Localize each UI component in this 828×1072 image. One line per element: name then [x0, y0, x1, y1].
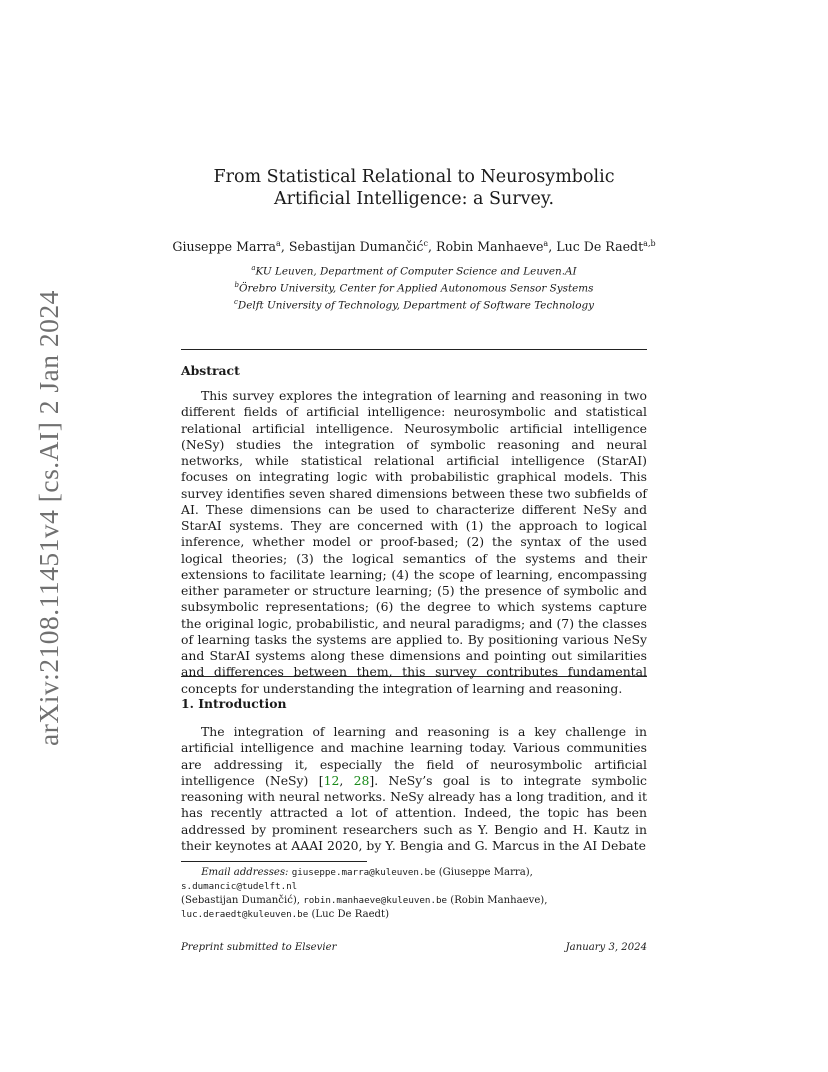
citation-bracket: [ — [318, 772, 324, 788]
introduction-text: The integration of learning and reasoning is a key challenge in artificial intelligence and machine learning today. Various communities are addressing it, especially the field of neurosymbolic artificial intelligence (NeSy) — [181, 724, 647, 788]
author-affiliation-mark: c — [423, 239, 428, 248]
author-name: Robin Manhaeve — [435, 239, 544, 255]
author-name: Giuseppe Marra — [172, 239, 277, 255]
preprint-notice: Preprint submitted to Elsevier — [181, 942, 337, 953]
author-affiliation-mark: a — [543, 239, 549, 248]
abstract-body: This survey explores the integration of learning and reasoning in two different fields of artificial intelligence: neurosymbolic and statistical relational artificial intelligence. Neurosymbolic artificial intelligence (NeSy) studies the integration of symbolic reasoning and neural networks, while statistical relational artificial intelligence (StarAI) focuses on integrating logic with probabilistic graphical models. This survey identifies seven shared dimensions between these two subfields of AI. These dimensions can be used to characterize different NeSy and StarAI systems. They are concerned with (1) the approach to logical inference, whether model or proof-based; (2) the syntax of the used logical theories; (3) the logical semantics of the systems and their extensions to facilitate learning; (4) the scope of learning, encompassing either parameter or structure learning; (5) the presence of symbolic and subsymbolic representations; (6) the degree to which systems capture the original logic, probabilistic, and neural paradigms; and (7) the classes of learning tasks the systems are applied to. By positioning various NeSy and StarAI systems along these dimensions and pointing out similarities and differences between them, this survey contributes fundamental concepts for understanding the integration of learning and reasoning. — [181, 388, 647, 696]
abstract-bottom-rule — [181, 676, 647, 677]
introduction-paragraph — [181, 724, 647, 854]
email-address[interactable]: giuseppe.marra@kuleuven.be — [291, 867, 436, 878]
introduction-text: . NeSy’s goal is to integrate symbolic reasoning with neural networks. NeSy already has a long tradition, and it has recently attracted a lot of attention. Indeed, the topic has been addressed by prominent researchers such as Y. Bengio and H. Kautz in their keynotes at AAAI 2020, by Y. Bengia and G. Marcus in the AI Debate — [181, 772, 647, 853]
citation-bracket: ] — [369, 772, 375, 788]
email-footnote — [181, 866, 647, 922]
email-address[interactable]: luc.deraedt@kuleuven.be — [181, 909, 309, 920]
affiliation-mark: b — [234, 280, 239, 289]
affiliation-item — [151, 296, 677, 313]
email-owner: (Luc De Raedt) — [311, 909, 390, 920]
author-name: Sebastijan Dumančić — [288, 239, 424, 255]
paper-title-line-2: Artificial Intelligence: a Survey. — [273, 189, 555, 209]
publication-date: January 3, 2024 — [565, 942, 647, 953]
paper-title-line-1: From Statistical Relational to Neurosymbolic — [213, 167, 615, 187]
affiliation-text: KU Leuven, Department of Computer Science and Leuven.AI — [255, 265, 577, 278]
email-address[interactable]: robin.manhaeve@kuleuven.be — [303, 895, 448, 906]
affiliation-list — [151, 262, 677, 313]
paper-title — [141, 166, 687, 210]
email-address[interactable]: s.dumancic@tudelft.nl — [181, 881, 298, 892]
email-owner: (Robin Manhaeve), — [450, 895, 548, 906]
abstract-heading: Abstract — [181, 363, 240, 378]
affiliation-item — [151, 279, 677, 296]
affiliation-item — [151, 262, 677, 279]
citation-link[interactable]: 12 — [323, 772, 340, 788]
affiliation-mark: c — [233, 297, 238, 306]
affiliation-text: Örebro University, Center for Applied Autonomous Sensor Systems — [239, 282, 594, 295]
author-affiliation-mark: a — [276, 239, 281, 248]
footnote-label: Email addresses: — [201, 867, 289, 878]
affiliation-text: Delft University of Technology, Department of Software Technology — [237, 299, 595, 312]
email-owner: (Giuseppe Marra), — [438, 867, 533, 878]
footnote-rule — [181, 861, 367, 862]
email-owner: (Sebastijan Dumančić), — [181, 895, 300, 906]
author-list: Giuseppe Marra$^a$, Sebastijan Dumančić$^c$, Robin Manhaeve$^a$, Luc De Raedt$^{a,b}$ — [172, 239, 656, 255]
author-affiliation-mark: a,b — [643, 239, 656, 248]
section-heading-introduction: 1. Introduction — [181, 696, 287, 711]
citation-link[interactable]: 28 — [353, 772, 370, 788]
citation-separator: , — [339, 772, 354, 788]
affiliation-mark: a — [251, 264, 256, 272]
abstract-top-rule — [181, 349, 647, 350]
arxiv-identifier-stamp: arXiv:2108.11451v4 [cs.AI] 2 Jan 2024 — [33, 290, 64, 746]
author-name: Luc De Raedt — [556, 239, 644, 255]
